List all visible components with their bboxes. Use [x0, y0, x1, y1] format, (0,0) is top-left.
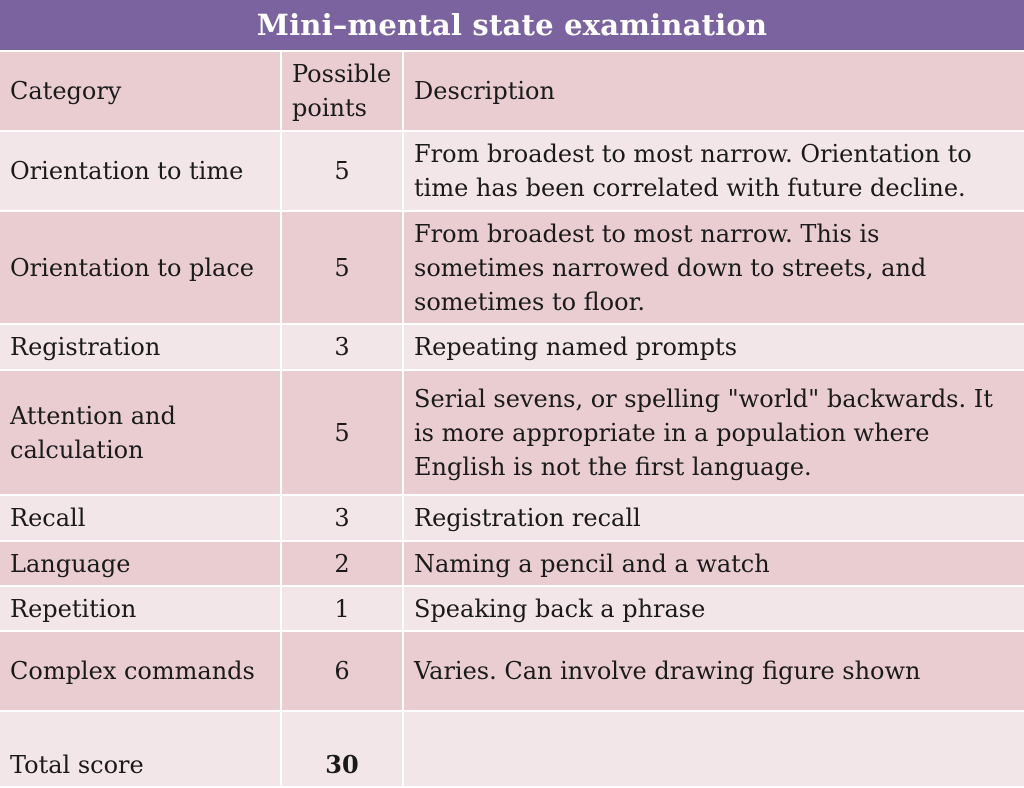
header-category: Category	[0, 52, 282, 132]
row-points: 6	[282, 632, 404, 712]
row-points: 5	[282, 132, 404, 212]
row-category: Attention and calculation	[0, 371, 282, 496]
row-description: From broadest to most narrow. This is sometimes narrowed down to streets, and sometimes to floor.	[404, 212, 1024, 325]
total-points: 30	[282, 712, 404, 788]
total-row	[0, 712, 1024, 788]
table-row	[0, 587, 1024, 632]
row-description: Speaking back a phrase	[404, 587, 1024, 632]
header-description: Description	[404, 52, 1024, 132]
row-category: Registration	[0, 325, 282, 371]
row-category: Orientation to time	[0, 132, 282, 212]
table-row	[0, 132, 1024, 212]
row-points: 2	[282, 542, 404, 587]
row-points: 3	[282, 496, 404, 542]
header-points-line2: points	[292, 94, 367, 122]
row-description: From broadest to most narrow. Orientation to time has been correlated with future decline.	[404, 132, 1024, 212]
table-row	[0, 542, 1024, 587]
row-points: 3	[282, 325, 404, 371]
table-row	[0, 371, 1024, 496]
row-points: 1	[282, 587, 404, 632]
row-points: 5	[282, 371, 404, 496]
title-row	[0, 0, 1024, 52]
row-points: 5	[282, 212, 404, 325]
row-category: Repetition	[0, 587, 282, 632]
header-points-line1: Possible	[292, 60, 392, 88]
header-row	[0, 52, 1024, 132]
table-row	[0, 325, 1024, 371]
total-label: Total score	[0, 712, 282, 788]
row-category: Language	[0, 542, 282, 587]
table-row	[0, 212, 1024, 325]
row-description: Registration recall	[404, 496, 1024, 542]
table-title: Mini–mental state examination	[0, 0, 1024, 52]
row-description: Repeating named prompts	[404, 325, 1024, 371]
header-points	[282, 52, 404, 132]
row-description: Serial sevens, or spelling "world" backwards. It is more appropriate in a population where English is not the first language.	[404, 371, 1024, 496]
row-description: Naming a pencil and a watch	[404, 542, 1024, 587]
row-category: Recall	[0, 496, 282, 542]
row-category: Orientation to place	[0, 212, 282, 325]
table-row	[0, 632, 1024, 712]
total-description	[404, 712, 1024, 788]
row-description: Varies. Can involve drawing figure shown	[404, 632, 1024, 712]
row-category: Complex commands	[0, 632, 282, 712]
table-row	[0, 496, 1024, 542]
